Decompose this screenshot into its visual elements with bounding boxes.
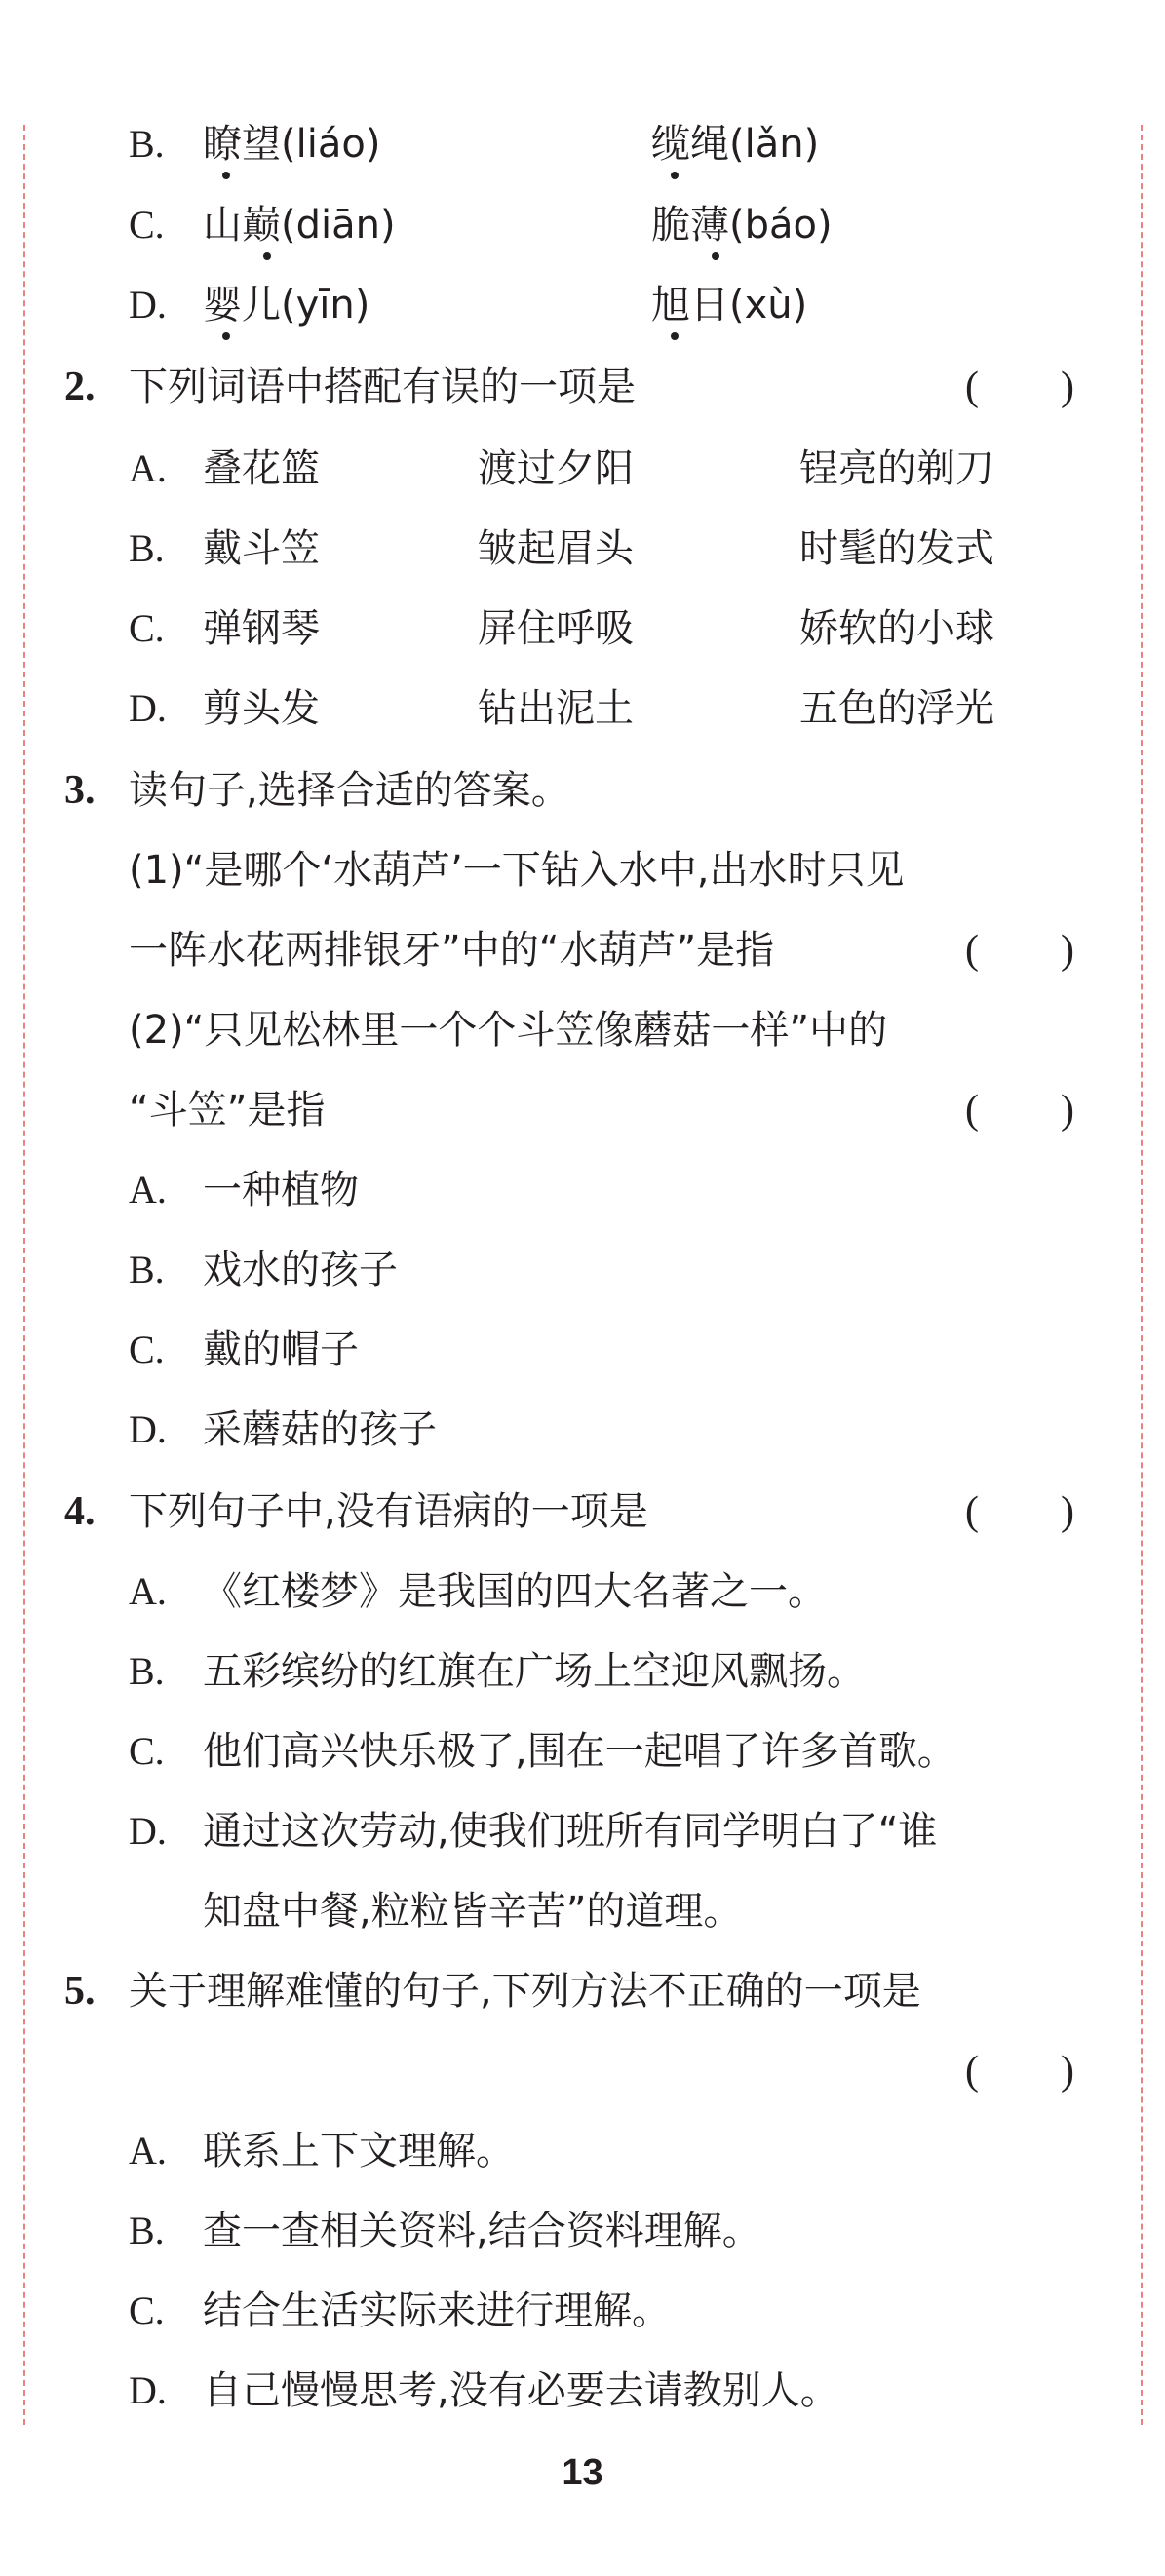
- q3-b-text: 戏水的孩子: [203, 1248, 398, 1292]
- q3-c-text: 戴的帽子: [203, 1327, 359, 1372]
- q5-b-text: 查一查相关资料,结合资料理解。: [203, 2209, 761, 2253]
- q5-stem: 关于理解难懂的句子,下列方法不正确的一项是: [129, 1969, 921, 2014]
- q2-d-col1: 剪头发: [203, 686, 320, 731]
- q3-sub1-line1: (1)“是哪个‘水葫芦’一下钻入水中,出水时只见: [129, 848, 905, 893]
- q1-d-word1: 婴儿(yīn): [203, 283, 370, 327]
- q2-d-col2: 钻出泥土: [478, 686, 634, 731]
- q1-d-word2: 旭日(xù): [651, 283, 808, 327]
- q2-a-col1: 叠花篮: [203, 446, 320, 491]
- q2-b-col3: 时髦的发式: [799, 526, 994, 571]
- q1-b-word1: 瞭望(liáo): [203, 122, 381, 167]
- q5-d-letter: D.: [129, 2368, 167, 2412]
- page-number: 13: [562, 2452, 603, 2493]
- q2-c-col2: 屏住呼吸: [478, 606, 634, 651]
- q4-stem: 下列句子中,没有语病的一项是: [129, 1489, 648, 1534]
- q2-d-col3: 五色的浮光: [799, 686, 994, 731]
- q3-sub2-line1: (2)“只见松林里一个个斗笠像蘑菇一样”中的: [129, 1008, 888, 1053]
- q4-answer-bracket[interactable]: ( ): [965, 1489, 1074, 1534]
- q3-sub1-line2: 一阵水花两排银牙”中的“水葫芦”是指: [129, 928, 775, 973]
- q3-number: 3.: [64, 768, 96, 813]
- q2-c-col1: 弹钢琴: [203, 606, 320, 651]
- emphasis-dot: [712, 252, 719, 260]
- q4-number: 4.: [64, 1489, 96, 1534]
- q3-sub2-line2: “斗笠”是指: [129, 1088, 326, 1133]
- q1-b-letter: B.: [129, 122, 165, 166]
- emphasis-dot: [671, 332, 679, 340]
- q1-c-word2: 脆薄(báo): [651, 203, 833, 248]
- q5-a-text: 联系上下文理解。: [203, 2129, 515, 2173]
- q3-stem: 读句子,选择合适的答案。: [129, 768, 570, 813]
- q4-c-letter: C.: [129, 1729, 165, 1773]
- q3-a-text: 一种植物: [203, 1168, 359, 1212]
- q5-number: 5.: [64, 1969, 96, 2014]
- q2-b-letter: B.: [129, 526, 165, 570]
- q4-a-letter: A.: [129, 1569, 167, 1613]
- q2-number: 2.: [64, 365, 96, 409]
- emphasis-dot: [222, 332, 230, 340]
- q3-a-letter: A.: [129, 1168, 167, 1211]
- q4-b-letter: B.: [129, 1649, 165, 1693]
- q2-answer-bracket[interactable]: ( ): [965, 365, 1074, 409]
- q5-c-text: 结合生活实际来进行理解。: [203, 2288, 671, 2333]
- q2-a-letter: A.: [129, 446, 167, 490]
- q5-d-text: 自己慢慢思考,没有必要去请教别人。: [203, 2368, 839, 2413]
- q3-d-letter: D.: [129, 1407, 167, 1451]
- q5-b-letter: B.: [129, 2209, 165, 2252]
- q4-d-text-line2: 知盘中餐,粒粒皆辛苦”的道理。: [203, 1889, 743, 1934]
- q3-sub2-answer-bracket[interactable]: ( ): [965, 1088, 1074, 1133]
- q3-b-letter: B.: [129, 1248, 165, 1291]
- q4-b-text: 五彩缤纷的红旗在广场上空迎风飘扬。: [203, 1649, 866, 1694]
- q2-b-col2: 皱起眉头: [478, 526, 634, 571]
- q4-c-text: 他们高兴快乐极了,围在一起唱了许多首歌。: [203, 1729, 956, 1774]
- q4-d-letter: D.: [129, 1809, 167, 1853]
- q3-d-text: 采蘑菇的孩子: [203, 1407, 437, 1452]
- q1-c-letter: C.: [129, 203, 165, 247]
- q2-stem: 下列词语中搭配有误的一项是: [129, 365, 636, 409]
- q2-a-col3: 锃亮的剃刀: [799, 446, 994, 491]
- q2-c-letter: C.: [129, 606, 165, 650]
- emphasis-dot: [671, 172, 679, 179]
- emphasis-dot: [263, 252, 271, 260]
- q1-d-letter: D.: [129, 283, 167, 327]
- q1-b-word2: 缆绳(lǎn): [651, 122, 820, 167]
- q5-a-letter: A.: [129, 2129, 167, 2172]
- q4-d-text: 通过这次劳动,使我们班所有同学明白了“谁: [203, 1809, 938, 1854]
- q2-d-letter: D.: [129, 686, 167, 730]
- q5-c-letter: C.: [129, 2288, 165, 2332]
- q3-c-letter: C.: [129, 1327, 165, 1371]
- q3-sub1-answer-bracket[interactable]: ( ): [965, 928, 1074, 973]
- q4-a-text: 《红楼梦》是我国的四大名著之一。: [203, 1569, 827, 1614]
- emphasis-dot: [222, 172, 230, 179]
- q2-a-col2: 渡过夕阳: [478, 446, 634, 491]
- q1-c-word1: 山巅(diān): [203, 203, 396, 248]
- q2-b-col1: 戴斗笠: [203, 526, 320, 571]
- q2-c-col3: 娇软的小球: [799, 606, 994, 651]
- q5-answer-bracket[interactable]: ( ): [965, 2049, 1074, 2094]
